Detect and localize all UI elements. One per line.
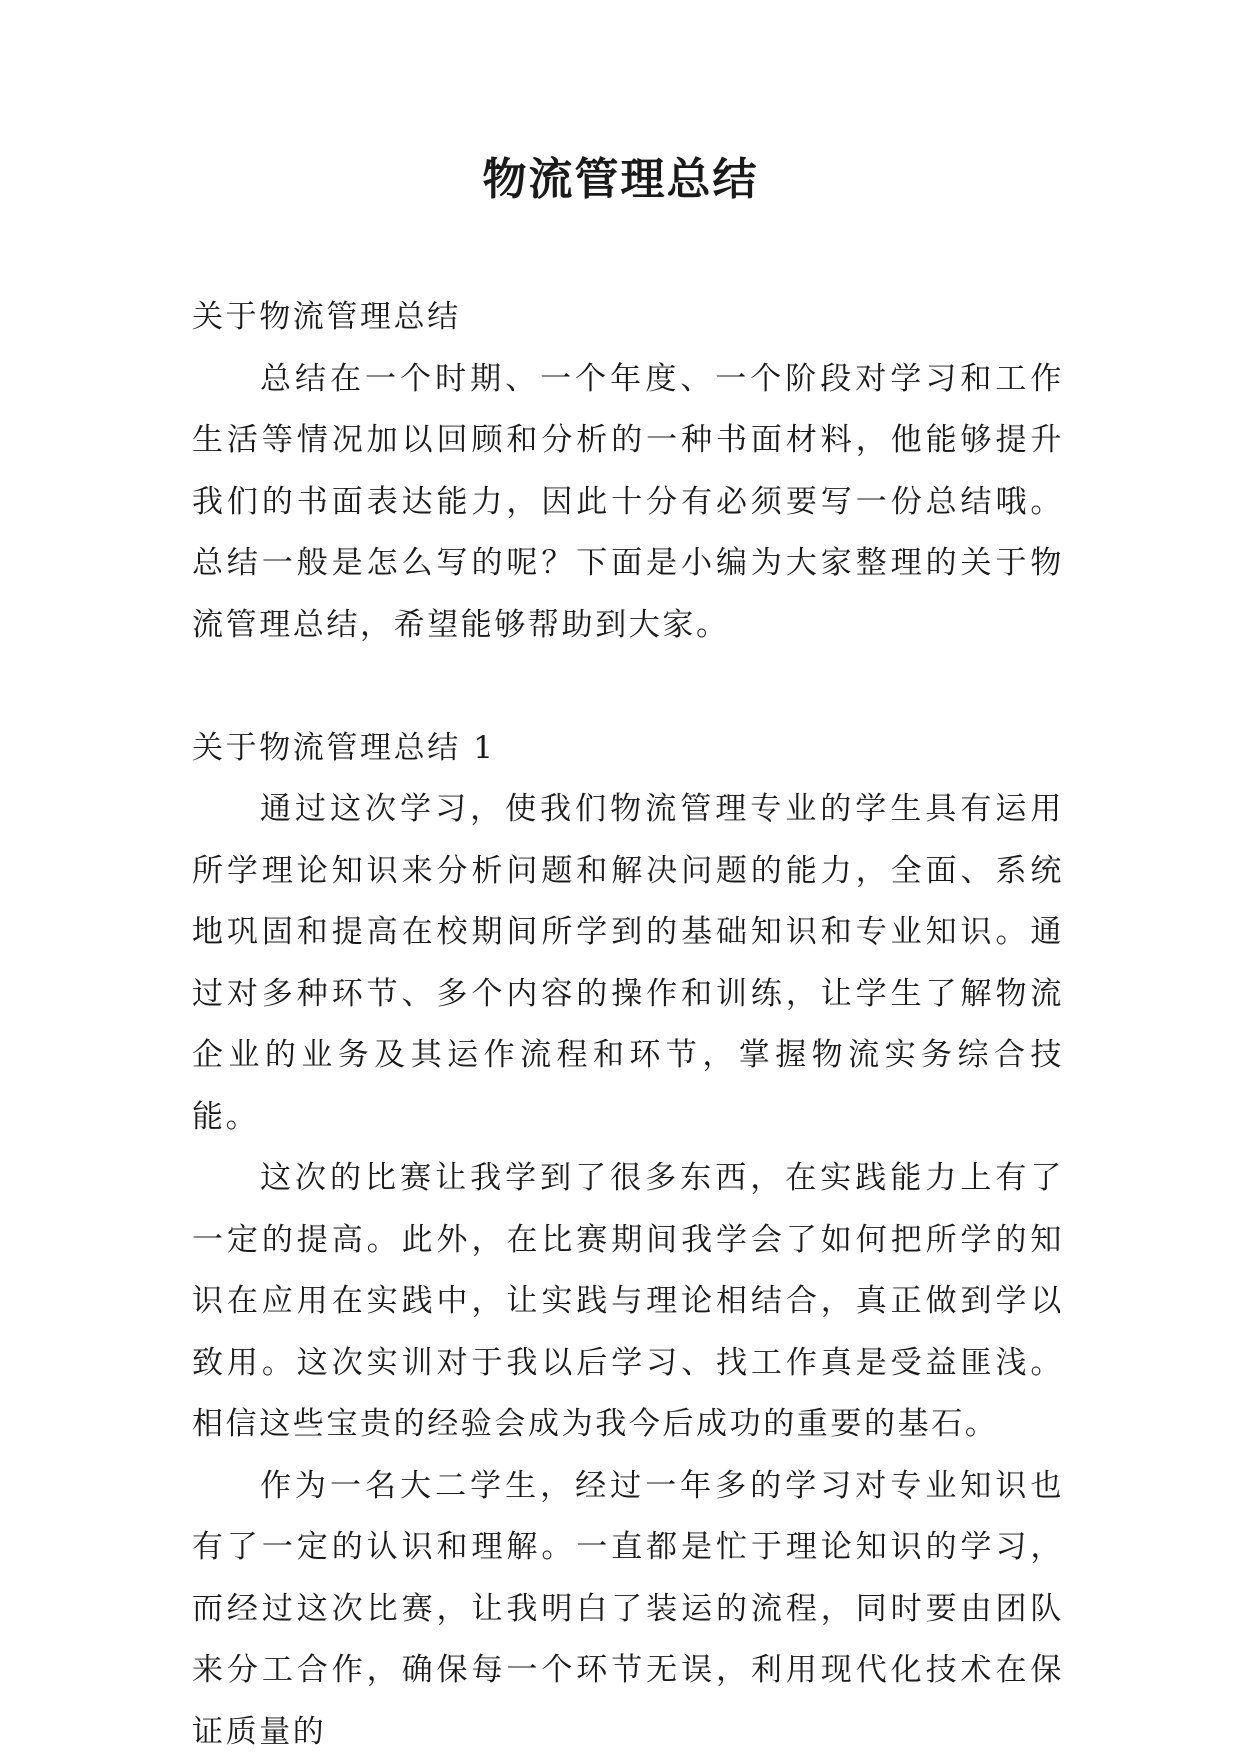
section1-paragraph-3: 作为一名大二学生，经过一年多的学习对专业知识也有了一定的认识和理解。一直都是忙于理论知识的学习，而经过这次比赛，让我明白了装运的流程，同时要由团队来分工合作，确保每一个环节无误，利用现代化技术在保证质量的 xyxy=(192,1456,1064,1763)
section1-paragraph-1: 通过这次学习，使我们物流管理专业的学生具有运用所学理论知识来分析问题和解决问题的能力，全面、系统地巩固和提高在校期间所学到的基础知识和专业知识。通过对多种环节、多个内容的操作和训练，让学生了解物流企业的业务及其运作流程和环节，掌握物流实务综合技能。 xyxy=(192,779,1064,1148)
document-title: 物流管理总结 xyxy=(0,150,1241,210)
intro-paragraph: 总结在一个时期、一个年度、一个阶段对学习和工作生活等情况加以回顾和分析的一种书面材料，他能够提升我们的书面表达能力，因此十分有必须要写一份总结哦。总结一般是怎么写的呢？下面是小编为大家整理的关于物流管理总结，希望能够帮助到大家。 xyxy=(192,349,1064,657)
document-body xyxy=(192,287,1064,1763)
section-spacer xyxy=(192,656,1064,718)
section1-paragraph-2: 这次的比赛让我学到了很多东西，在实践能力上有了一定的提高。此外，在比赛期间我学会了如何把所学的知识在应用在实践中，让实践与理论相结合，真正做到学以致用。这次实训对于我以后学习、找工作真是受益匪浅。相信这些宝贵的经验会成为我今后成功的重要的基石。 xyxy=(192,1148,1064,1456)
intro-heading: 关于物流管理总结 xyxy=(192,287,1064,349)
section1-heading: 关于物流管理总结 1 xyxy=(192,718,1064,780)
